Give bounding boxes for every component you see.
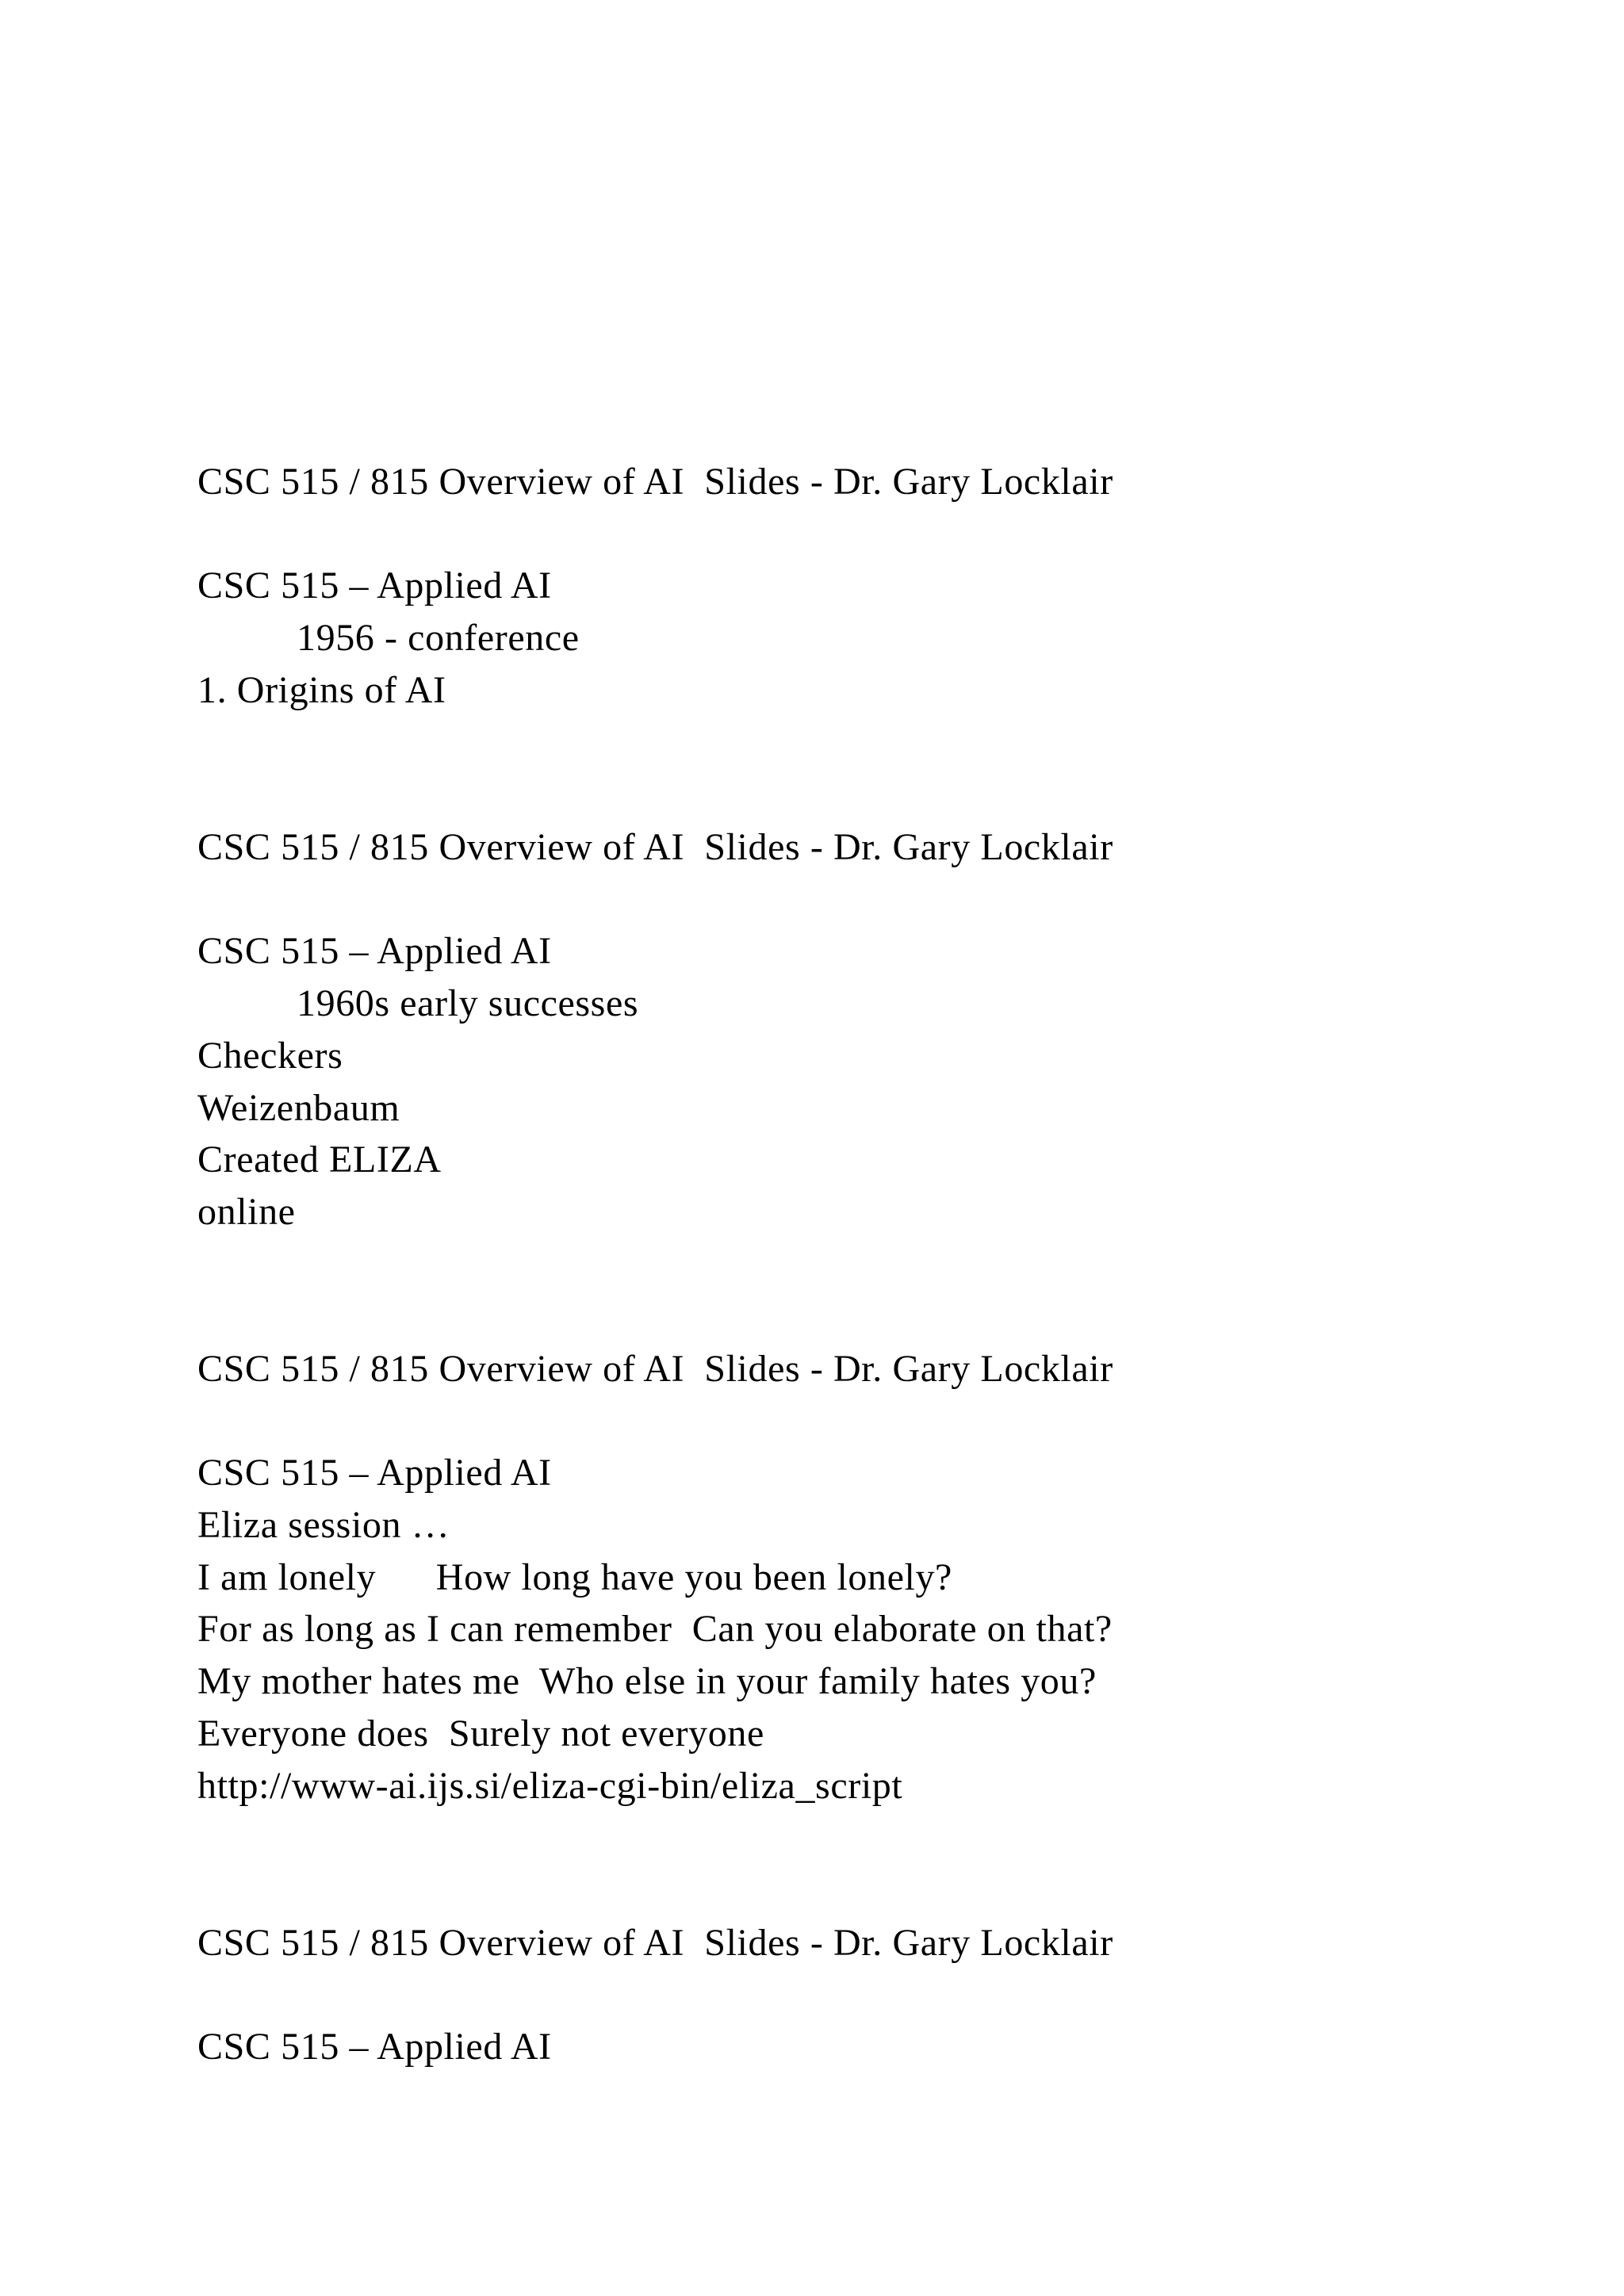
slide-header: CSC 515 / 815 Overview of AI Slides - Dr. Gary Locklair: [197, 1348, 1113, 1390]
course-title: CSC 515 – Applied AI: [197, 1452, 552, 1494]
slide-line: Eliza session …: [197, 1504, 450, 1546]
slide-header: CSC 515 / 815 Overview of AI Slides - Dr. Gary Locklair: [197, 1922, 1113, 1964]
slide-line: My mother hates me Who else in your family hates you?: [197, 1660, 1097, 1702]
course-title: CSC 515 – Applied AI: [197, 930, 552, 972]
slide-line: 1960s early successes: [297, 982, 639, 1024]
course-title: CSC 515 – Applied AI: [197, 564, 552, 607]
slide-line: Weizenbaum: [197, 1087, 400, 1129]
slide-line: For as long as I can remember Can you elaborate on that?: [197, 1608, 1113, 1650]
slide-header: CSC 515 / 815 Overview of AI Slides - Dr. Gary Locklair: [197, 461, 1113, 503]
slide-line: Checkers: [197, 1035, 343, 1077]
slide-line: 1. Origins of AI: [197, 669, 446, 711]
course-title: CSC 515 – Applied AI: [197, 2026, 552, 2068]
slide-line: online: [197, 1191, 296, 1233]
slide-line: Everyone does Surely not everyone: [197, 1712, 764, 1755]
url-text: http://www-ai.ijs.si/eliza-cgi-bin/eliza_script: [197, 1765, 903, 1807]
slide-header: CSC 515 / 815 Overview of AI Slides - Dr. Gary Locklair: [197, 826, 1113, 868]
slide-line: I am lonely How long have you been lonely?: [197, 1556, 952, 1598]
slide-line: 1956 - conference: [297, 617, 580, 659]
slide-line: Created ELIZA: [197, 1138, 442, 1181]
